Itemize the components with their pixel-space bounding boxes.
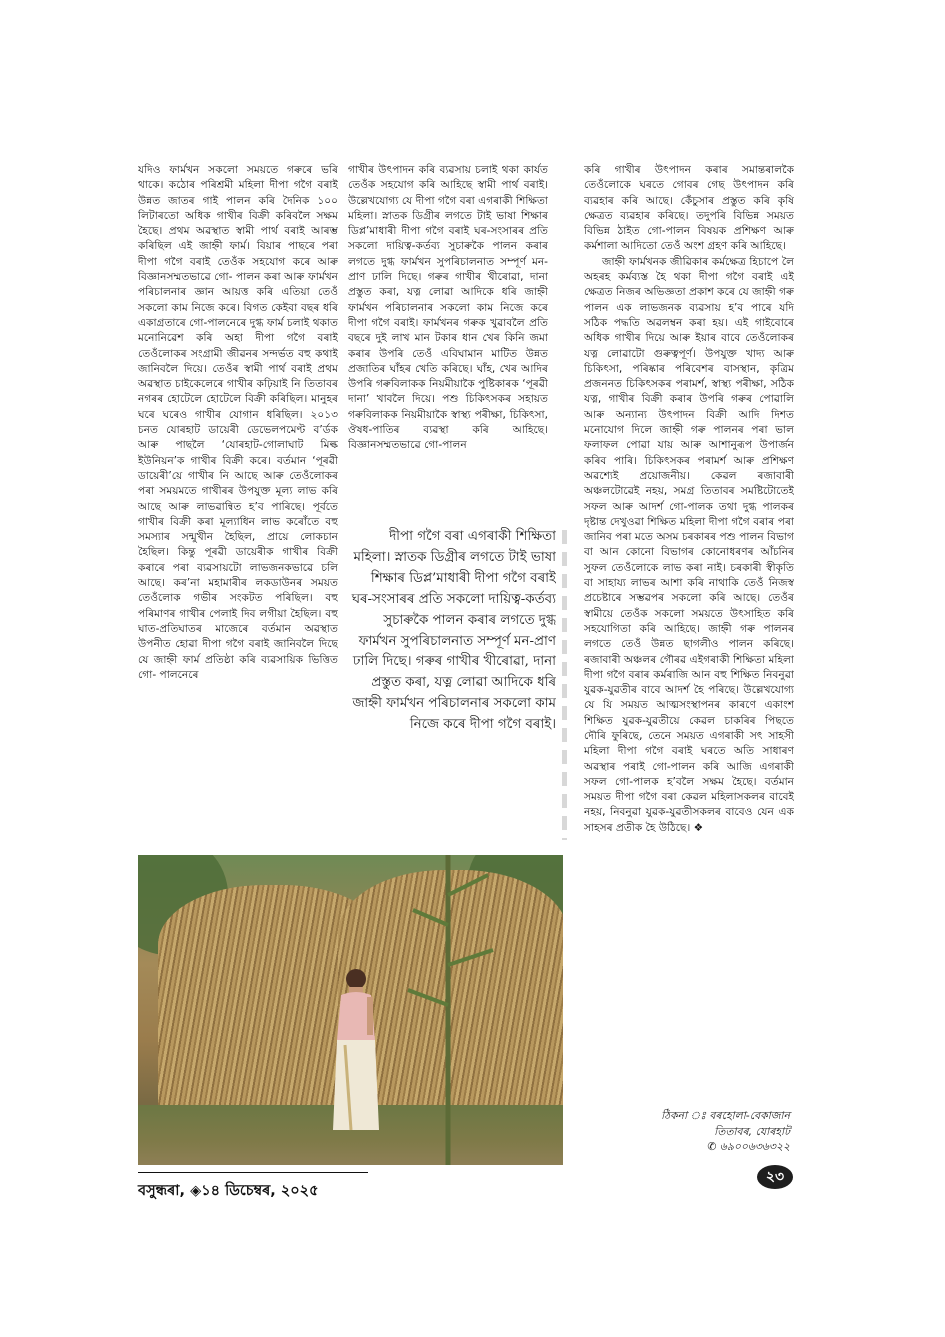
pull-quote-rule — [562, 530, 567, 840]
woman-figure — [331, 965, 381, 1135]
paragraph: জাহ্নী ফাৰ্মখনক জীৱিকাৰ কৰ্মক্ষেত্ৰ হিচাপে লৈ অহৰহ কৰ্মব্যস্ত হৈ থকা দীপা গগৈ বৰাই এই ক্ষেত্ৰত নিজৰ অভিজ্ঞতা প্ৰকাশ কৰে যে জাহ্নী গৰু পালন এক লাভজনক ব্যৱসায় হ’ব পাৰে যদি সঠিক পদ্ধতি অৱলম্বন কৰা হয়। এই গাইবোৰে অধিক গাখীৰ দিয়ে আৰু ইয়াৰ বাবে তেওঁলোকৰ যত্ন লোৱাটো গুৰুত্বপূৰ্ণ। উপযুক্ত খাদ্য আৰু চিকিৎসা, পৰিষ্কাৰ পৰিবেশৰ বাসস্থান, কৃত্ৰিম প্ৰজননত চিকিৎসকৰ পৰামৰ্শ, স্বাস্থ্য পৰীক্ষা, সঠিক যত্ন, গাখীৰ বিক্ৰী কৰাৰ উপৰি গৰুৰ পোৱালি আৰু অন্যান্য উৎপাদন বিক্ৰী আদি দিশত মনোযোগ দিলে জাহ্নী গৰু পালনৰ পৰা ভাল ফলাফল পোৱা যায় আৰু আশানুৰূপ উপাৰ্জন কৰিব পাৰি। চিকিৎসকৰ পৰামৰ্শ আৰু প্ৰশিক্ষণ অৱশ্যেই প্ৰয়োজনীয়। কেৱল ৰজাবাৰী অঞ্চলটোৱেই নহয়, সমগ্ৰ তিতাবৰ সমষ্টিটোতেই সফল আৰু আদৰ্শ গো-পালক তথা দুগ্ধ পালকৰ দৃষ্টান্ত দেখুওৱা শিক্ষিত মহিলা দীপা গগৈ বৰাৰ পৰা জানিব পৰা মতে অসম চৰকাৰৰ পশু পালন বিভাগ বা আন কোনো বিভাগৰ কোনোধৰণৰ আঁচনিৰ সুফল তেওঁলোকে লাভ কৰা নাই। চৰকাৰী স্বীকৃতি বা সাহায্য লাভৰ আশা কৰি নাথাকি তেওঁ নিজস্ব প্ৰচেষ্টাৰে সম্ভৱপৰ সকলো কৰি আছে। তেওঁৰ স্বামীয়ে তেওঁক সকলো সময়তে উৎসাহিত কৰি সহযোগিতা কৰি আহিছে। জাহ্নী গৰু পালনৰ লগতে তেওঁ উন্নত ছাগলীও পালন কৰিছে। ৰজাবাৰী অঞ্চলৰ গৌৰৱ এইগৰাকী শিক্ষিতা মহিলা দীপা গগৈ বৰাৰ কৰ্মৰাজি আন বহু শিক্ষিত নিবনুৱা যুৱক-যুৱতীৰ বাবে আদৰ্শ হৈ পৰিছে। উল্লেখযোগ্য যে যি সময়ত আত্মসংস্থাপনৰ কাৰণে একাংশ শিক্ষিত যুৱক-যুৱতীয়ে কেৱল চাকৰিৰ পিছতে দৌৰি ফুৰিছে, তেনে সময়ত এগৰাকী সৎ সাহসী মহিলা দীপা গগৈ বৰাই ঘৰতে অতি সাধাৰণ অৱস্থাৰ পৰাই গো-পালন কৰি আজি এগৰাকী সফল গো-পালক হ’বলৈ সক্ষম হৈছে। বৰ্তমান সময়ত দীপা গগৈ বৰা কেৱল মহিলাসকলৰ বাবেই নহয়, নিবনুৱা যুৱক-যুৱতীসকলৰ বাবেও যেন এক সাহসৰ প্ৰতীক হৈ উঠিছে। ❖ — [584, 255, 794, 834]
footer — [138, 1180, 428, 1204]
article-column-1 — [138, 163, 338, 853]
paragraph: কৰি গাখীৰ উৎপাদন কৰাৰ সমান্তৰালকৈ তেওঁলোকে ঘৰতে গোবৰ গেছ উৎপাদন কৰি ব্যৱহাৰ কৰি আছে। কেঁচুসাৰ প্ৰস্তুত কৰি কৃষি ক্ষেত্ৰত ব্যৱহাৰ কৰিছে। তদুপৰি বিভিন্ন সময়ত বিভিন্ন ঠাইত গো-পালন বিষয়ক প্ৰশিক্ষণ আৰু কৰ্মশালা আদিতো তেওঁ অংশ গ্ৰহণ কৰি আহিছে। — [584, 164, 794, 253]
phone-number: ✆ ৬৯০০৬৩৬৩২২ — [707, 1140, 790, 1153]
bamboo-stalk — [393, 855, 503, 1165]
page-number: ২৩ — [757, 1165, 793, 1189]
article-column-3 — [584, 163, 794, 1098]
address-line: তিতাবৰ, যোৰহাট — [714, 1124, 790, 1138]
article-column-2 — [348, 163, 548, 535]
footer-divider — [138, 1172, 368, 1173]
publication-date: ◈১৪ ডিচেম্বৰ, ২০২৫ — [190, 1183, 319, 1199]
paragraph: যদিও ফাৰ্মখন সকলো সময়তে গৰুৰে ভৰি থাকে। কঠোৰ পৰিশ্ৰমী মহিলা দীপা গগৈ বৰাই উন্নত জাতৰ গাই পালন কৰি দৈনিক ১০০ লিটাৰতো অধিক গাখীৰ বিক্ৰী কৰিবলৈ সক্ষম হৈছে। প্ৰথম অৱস্থাত স্বামী পাৰ্থ বৰাই আৰম্ভ কৰিছিল এই জাহ্নী ফাৰ্ম। বিয়াৰ পাছৰে পৰা দীপা গগৈ বৰাই তেওঁক সহযোগ কৰে আৰু বিজ্ঞানসম্মতভাৱে গো- পালন কৰা আৰু ফাৰ্মখন পৰিচালনাৰ জ্ঞান আয়ত্ত কৰি এতিয়া তেওঁ সকলো কাম নিজে কৰে। বিগত কেইবা বছৰ ধৰি একাগ্ৰতাৰে গো-পালনেৰে দুগ্ধ ফাৰ্ম চলাই থকাত মনোনিৱেশ কৰি অহা দীপা গগৈ বৰাই তেওঁলোকৰ সংগ্ৰামী জীৱনৰ সন্দৰ্ভত বহু কথাই জানিবলৈ দিয়ে। তেওঁৰ স্বামী পাৰ্থ বৰাই প্ৰথম অৱস্থাত চাইকেলেৰে গাখীৰ কঢ়িয়াই নি তিতাবৰ নগৰৰ হোটেলে হোটেলে বিক্ৰী কৰিছিল। মানুহৰ ঘৰে ঘৰেও গাখীৰ যোগান ধৰিছিল। ২০১৩ চনত যোৰহাট ডায়েৰী ডেভেলপমেণ্ট ব’ৰ্ডক আৰু পাছলৈ ‘যোৰহাট-গোলাঘাট মিল্ক ইউনিয়ন’ক গাখীৰ বিক্ৰী কৰে। বৰ্তমান ‘পূৰৱী ডায়েৰী’য়ে গাখীৰ নি আছে আৰু তেওঁলোকৰ পৰা সময়মতে গাখীৰৰ উপযুক্ত মূল্য লাভ কৰি আছে আৰু লাভৱান্বিত হ’ব পাৰিছে। পূৰ্বতে গাখীৰ বিক্ৰী কৰা মূল্যাধিন লাভ কৰোঁতে বহু সমস্যাৰ সন্মুখীন হৈছিল, প্ৰায়ে লোকচান হৈছিল। কিন্তু পূৰৱী ডায়েৰীক গাখীৰ বিক্ৰী কৰাৰে পৰা ব্যৱসায়টো লাভজনকভাৱে চলি আছে। কৰ’না মহামাৰীৰ লকডাউনৰ সময়ত তেওঁলোক গভীৰ সংকটত পৰিছিল। বহু পৰিমাণৰ গাখীৰ পেলাই দিব লগীয়া হৈছিল। বহু ঘাত-প্ৰতিঘাতৰ মাজেৰে বৰ্তমান অৱস্থাত উপনীত হোৱা দীপা গগৈ বৰাই জানিবলৈ দিছে যে জাহ্নী ফাৰ্ম প্ৰতিষ্ঠা কৰি ব্যৱসায়িক ভিত্তিত গো- পালনেৰে — [138, 164, 338, 681]
article-photo — [138, 855, 563, 1165]
publication-name: বসুন্ধৰা, — [138, 1183, 186, 1199]
address-line: ঠিকনা ঃ বৰহোলা-বেকাজান — [661, 1109, 790, 1122]
pull-quote: দীপা গগৈ বৰা এগৰাকী শিক্ষিতা মহিলা। স্নাতক ডিগ্ৰীৰ লগতে টাই ভাষা শিক্ষাৰ ডিপ্ল’মাধাৰী দীপা গগৈ বৰাই ঘৰ-সংসাৰৰ প্ৰতি সকলো দায়িত্ব-কৰ্তব্য সুচাৰুকৈ পালন কৰাৰ লগতে দুগ্ধ ফাৰ্মখন সুপৰিচালনাত সম্পূৰ্ণ মন-প্ৰাণ ঢালি দিছে। গৰুৰ গাখীৰ খীৰোৱা, দানা প্ৰস্তুত কৰা, যত্ন লোৱা আদিকে ধৰি জাহ্নী ফাৰ্মখন পৰিচালনাৰ সকলো কাম নিজে কৰে দীপা গগৈ বৰাই। — [351, 529, 556, 733]
author-address — [600, 1108, 790, 1155]
paragraph: গাখীৰ উৎপাদন কৰি ব্যৱসায় চলাই থকা কাৰ্যত তেওঁক সহযোগ কৰি আহিছে স্বামী পাৰ্থ বৰাই। উল্লেখযোগ্য যে দীপা গগৈ বৰা এগৰাকী শিক্ষিতা মহিলা। স্নাতক ডিগ্ৰীৰ লগতে টাই ভাষা শিক্ষাৰ ডিপ্ল’মাধাৰী দীপা গগৈ বৰাই ঘৰ-সংসাৰৰ প্ৰতি সকলো দায়িত্ব-কৰ্তব্য সুচাৰুকৈ পালন কৰাৰ লগতে দুগ্ধ ফাৰ্মখন সুপৰিচালনাত সম্পূৰ্ণ মন-প্ৰাণ ঢালি দিছে। গৰুৰ গাখীৰ খীৰোৱা, দানা প্ৰস্তুত কৰা, যত্ন লোৱা আদিকে ধৰি জাহ্নী ফাৰ্মখন পৰিচালনাৰ সকলো কাম নিজে কৰে দীপা গগৈ বৰাই। ফাৰ্মখনৰ গৰুক খুৱাবলৈ প্ৰতি বছৰে দুই লাখ মান টকাৰ ধান খেৰ কিনি জমা কৰাৰ উপৰি তেওঁ এবিঘামান মাটিত উন্নত প্ৰজাতিৰ ঘাঁহৰ খেতি কৰিছে। ঘাঁহ, খেৰ আদিৰ উপৰি গৰুবিলাকক নিয়মীয়াকৈ পুষ্টিকাৰক ‘পূৰৱী দানা’ খাবলৈ দিয়ে। পশু চিকিৎসকৰ সহায়ত গৰুবিলাকক নিয়মীয়াকৈ স্বাস্থ্য পৰীক্ষা, চিকিৎসা, ঔষধ-পাতিৰ ব্যৱস্থা কৰি আহিছে। বিজ্ঞানসম্মতভাৱে গো-পালন — [348, 164, 548, 452]
